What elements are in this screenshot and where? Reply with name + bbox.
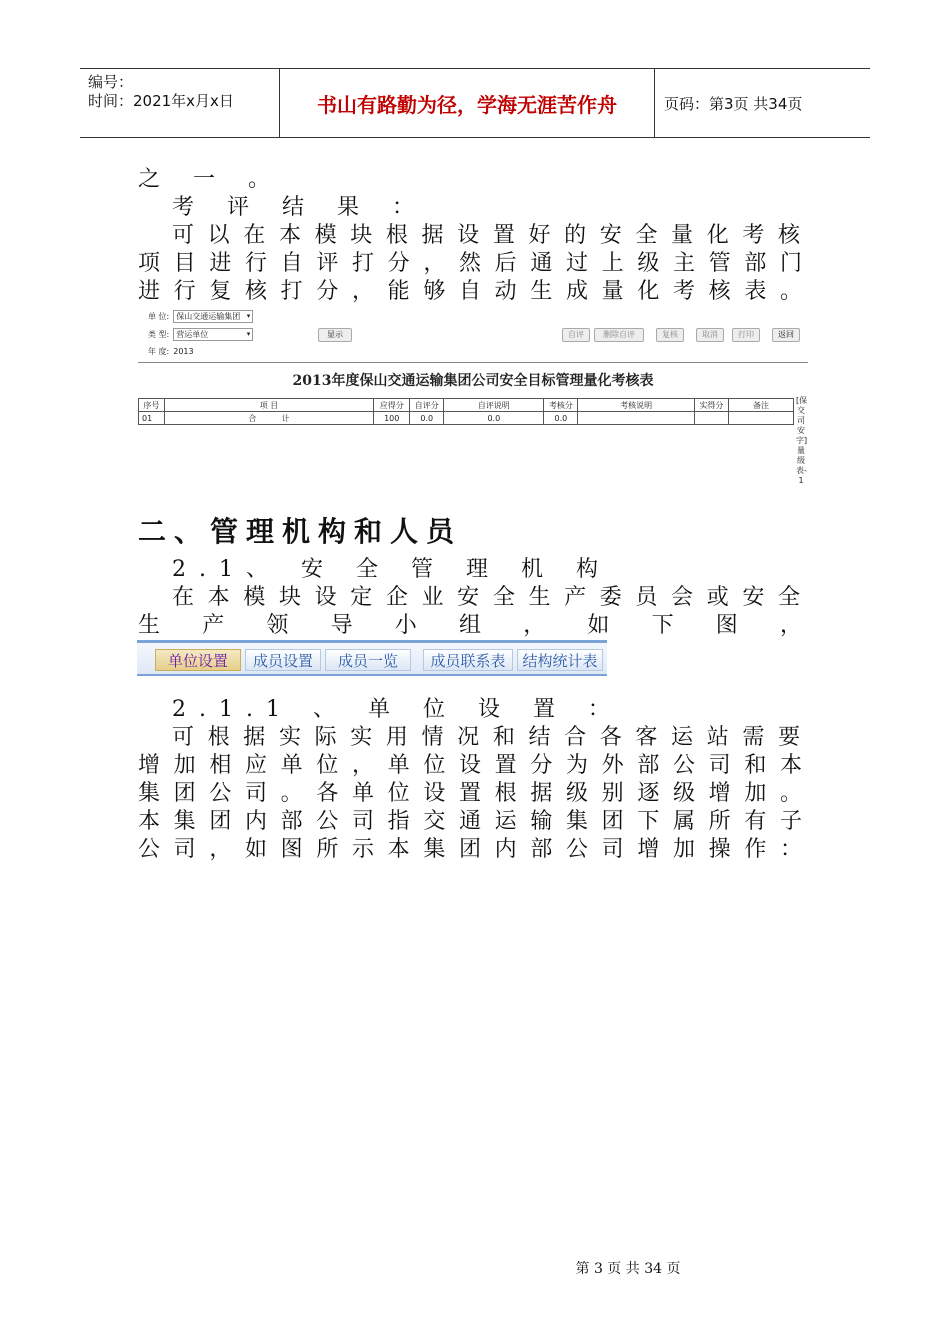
print-button[interactable]: 打印 (732, 328, 760, 342)
type-select[interactable]: 营运单位 ▾ (173, 328, 253, 341)
divider (138, 362, 808, 363)
unit-label: 单 位: (148, 312, 170, 321)
unit-select[interactable]: 保山交通运输集团 ▾ (173, 310, 253, 323)
year-row (148, 346, 194, 357)
table-cell: 0.0 (444, 412, 544, 425)
page-header (80, 68, 870, 138)
col-header: 考核说明 (578, 399, 695, 412)
return-button[interactable]: 返回 (772, 328, 800, 342)
unit-row (148, 310, 253, 323)
self-eval-button[interactable]: 自评 (562, 328, 590, 342)
cancel-button[interactable]: 取消 (696, 328, 724, 342)
table-cell (578, 412, 695, 425)
table-cell: 合 计 (164, 412, 373, 425)
tab-structure-stats[interactable]: 结构统计表 (517, 649, 603, 671)
col-header: 实得分 (694, 399, 728, 412)
col-header: 备注 (728, 399, 793, 412)
header-meta (80, 69, 280, 137)
table-cell: 01 (139, 412, 165, 425)
table-cell (694, 412, 728, 425)
para1-line-3: 进 行 复 核 打 分 ， 能 够 自 动 生 成 量 化 考 核 表 。 (138, 279, 802, 304)
delete-self-eval-button[interactable]: 删除自评 (594, 328, 644, 342)
section-heading: 二、管理机构和人员 (138, 515, 463, 548)
code-label: 编号： (88, 73, 134, 91)
body-line-2: 考 评 结 果 ： (172, 195, 427, 220)
para3-line-1: 可 根 据 实 际 实 用 情 况 和 结 合 各 客 运 站 需 要 (172, 725, 800, 750)
time-label: 时间：2021年x月x日 (88, 92, 234, 110)
org-tab-bar (137, 640, 607, 676)
review-button[interactable]: 复核 (656, 328, 684, 342)
col-header: 应得分 (374, 399, 410, 412)
tab-member-settings[interactable]: 成员设置 (245, 649, 321, 671)
tab-member-contacts[interactable]: 成员联系表 (423, 649, 513, 671)
table-cell: 0.0 (544, 412, 578, 425)
para1-line-2: 项 目 进 行 自 评 打 分 ， 然 后 通 过 上 级 主 管 部 门 (138, 251, 802, 276)
para2-line-1: 在 本 模 块 设 定 企 业 安 全 生 产 委 员 会 或 安 全 (172, 585, 800, 610)
table-cell: 100 (374, 412, 410, 425)
type-row (148, 328, 253, 341)
para3-line-4: 本 集 团 内 部 公 司 指 交 通 运 输 集 团 下 属 所 有 子 (138, 809, 802, 834)
body-line-1: 之 一 。 (138, 167, 283, 192)
para2-line-2: 生 产 领 导 小 组 ， 如 下 图 ， (138, 613, 802, 638)
table-cell (728, 412, 793, 425)
col-header: 项 目 (164, 399, 373, 412)
year-value: 2013 (173, 347, 194, 356)
col-header: 序号 (139, 399, 165, 412)
assessment-table (138, 398, 794, 425)
para3-line-2: 增 加 相 应 单 位 ， 单 位 设 置 分 为 外 部 公 司 和 本 (138, 753, 802, 778)
subsection-2-1: 2.1、 安 全 管 理 机 构 (172, 557, 611, 582)
table-title: 2013年度保山交通运输集团公司安全目标管理量化考核表 (292, 373, 654, 389)
col-header: 自评分 (410, 399, 444, 412)
page-footer: 第 3 页 共 34 页 (575, 1261, 681, 1277)
table-cell: 0.0 (410, 412, 444, 425)
col-header: 考核分 (544, 399, 578, 412)
col-header: 自评说明 (444, 399, 544, 412)
para1-line-1: 可 以 在 本 模 块 根 据 设 置 好 的 安 全 量 化 考 核 (172, 223, 800, 248)
show-button[interactable]: 显示 (318, 328, 352, 342)
tab-unit-settings[interactable]: 单位设置 (155, 649, 241, 671)
year-label: 年 度: (148, 347, 170, 356)
para3-line-5: 公 司 ， 如 图 所 示 本 集 团 内 部 公 司 增 加 操 作 ： (138, 837, 802, 862)
table-header-row (139, 399, 794, 412)
header-page-info: 页码：第3页 共34页 (664, 94, 803, 113)
subsection-2-1-1: 2.1.1 、 单 位 设 置 ： (172, 697, 623, 722)
header-motto: 书山有路勤为径，学海无涯苦作舟 (280, 69, 655, 137)
type-label: 类 型: (148, 330, 170, 339)
para3-line-3: 集 团 公 司 。 各 单 位 设 置 根 据 级 别 逐 级 增 加 。 (138, 781, 802, 806)
side-note: [保交司安字]量级表-1 (796, 396, 808, 485)
tab-member-list[interactable]: 成员一览 (325, 649, 411, 671)
table-row (139, 412, 794, 425)
